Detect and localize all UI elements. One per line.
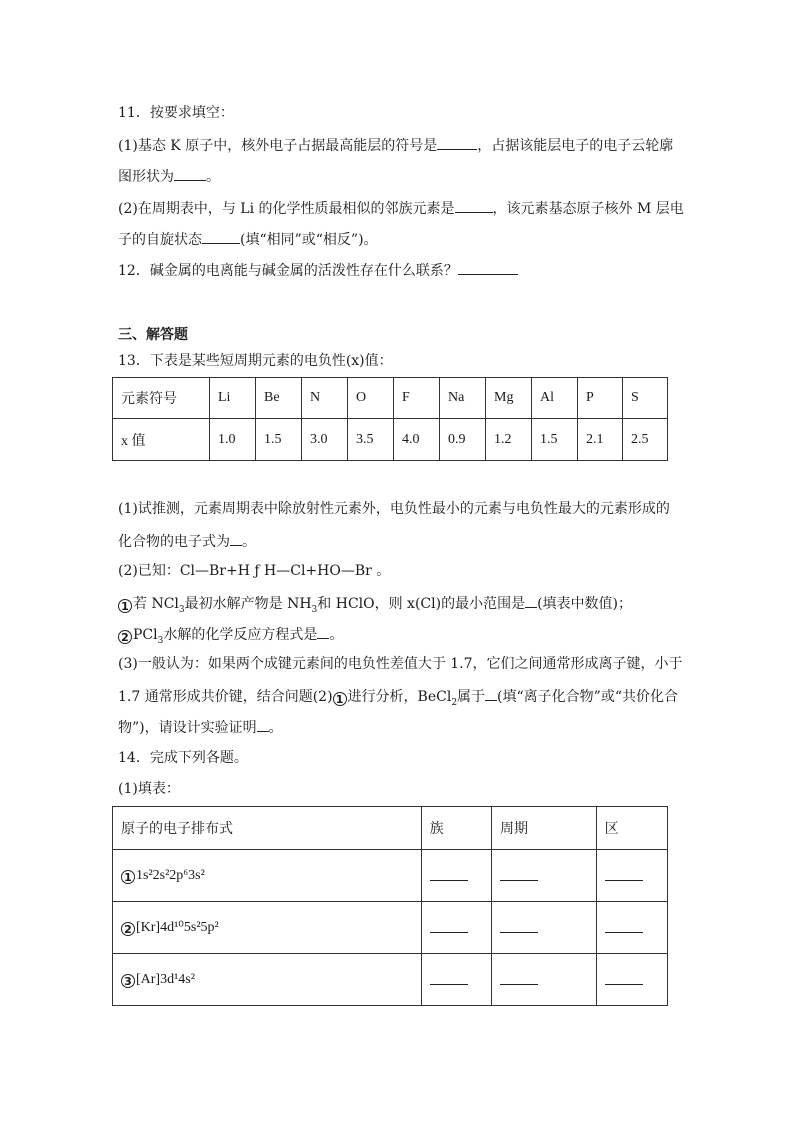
electron-config-table	[112, 806, 668, 1006]
table-cell	[113, 954, 422, 1006]
q13-p3-blank1[interactable]	[485, 686, 497, 701]
q13-p3-text-c1: 物”)，请设计实验证明	[118, 720, 257, 736]
q13-part3-line2	[118, 686, 678, 706]
block-blank[interactable]	[605, 866, 643, 881]
table-cell: Na	[440, 378, 486, 419]
q13-p1-text-c: 。	[242, 534, 256, 550]
q11-title: 11．按要求填空：	[118, 105, 234, 121]
q13-p3-text-b4: (填“离子化合物”或“共价化合	[497, 689, 678, 705]
q11-p2-text-b: ，该元素基态原子核外 M 层电	[492, 201, 684, 217]
q13-part3-line1: (3)一般认为：如果两个成键元素间的电负性差值大于 1.7，它们之间通常形成离子键，小于	[118, 656, 683, 672]
q13-p3-blank2[interactable]	[257, 717, 269, 732]
q13-part3-line3	[118, 717, 283, 737]
table-row	[113, 419, 668, 461]
q13-p2-2-text-a: PCl	[133, 627, 158, 643]
table-cell: Li	[210, 378, 256, 419]
period-blank[interactable]	[500, 866, 538, 881]
q12-text: 12．碱金属的电离能与碱金属的活泼性存在什么联系？	[118, 263, 458, 279]
table-header-cell: 周期	[492, 807, 597, 850]
q11-p1-blank1[interactable]	[437, 135, 477, 150]
table-cell: Al	[532, 378, 578, 419]
table-header-cell: 区	[596, 807, 667, 850]
circled-number-3: 3	[121, 974, 135, 988]
q11-p2-text-c: 子的自旋状态	[118, 232, 202, 248]
circled-number-2: 2	[118, 630, 132, 644]
table-cell: 1.0	[210, 419, 256, 461]
table-cell	[492, 902, 597, 954]
electronegativity-table	[112, 377, 668, 461]
electron-config: [Kr]4d¹⁰5s²5p²	[136, 920, 219, 935]
table-cell: 4.0	[394, 419, 440, 461]
q11-p1-text-c: 图形状为	[118, 169, 174, 185]
table-cell	[596, 902, 667, 954]
table-cell: Be	[256, 378, 302, 419]
circled-number-1: 1	[121, 870, 135, 884]
table-cell	[492, 850, 597, 902]
q11-p2-blank1[interactable]	[455, 198, 493, 213]
table-header-cell: x 值	[113, 419, 210, 461]
q14-sub1: (1)填表：	[118, 781, 180, 797]
table-cell: 3.5	[348, 419, 394, 461]
table-cell: O	[348, 378, 394, 419]
q13-p3-text-b3: 属于	[457, 689, 486, 705]
table-cell	[596, 954, 667, 1006]
table-header-cell: 原子的电子排布式	[113, 807, 422, 850]
q13-p2-2-blank[interactable]	[317, 624, 329, 639]
q12-blank[interactable]	[458, 260, 518, 275]
q13-p2-1-text-b: 最初水解产物是 NH	[184, 596, 312, 612]
q11-part2-line2	[118, 229, 378, 249]
q11-p1-text-d: 。	[206, 169, 220, 185]
q11-part2-line1	[118, 198, 684, 218]
table-cell	[421, 850, 491, 902]
table-cell: 1.5	[256, 419, 302, 461]
section-title: 三、解答题	[118, 327, 188, 343]
q13-p2-2-text-b: 水解的化学反应方程式是	[163, 627, 318, 643]
q13-p3-text-b1: 1.7 通常形成共价键，结合问题(2)	[118, 689, 333, 705]
table-row	[113, 850, 668, 902]
group-blank[interactable]	[430, 918, 468, 933]
q11-p1-text-a: (1)基态 K 原子中，核外电子占据最高能层的符号是	[118, 138, 438, 154]
table-cell	[113, 902, 422, 954]
q11-p2-blank2[interactable]	[202, 229, 240, 244]
table-cell: F	[394, 378, 440, 419]
table-cell	[421, 902, 491, 954]
q13-part2-line: (2)已知：Cl—Br+H ƒ H—Cl+HO—Br 。	[118, 563, 391, 579]
subscript: 3	[311, 604, 318, 615]
q13-part2-1-line	[118, 593, 632, 613]
q13-p3-text-b2: 进行分析，BeCl	[347, 689, 452, 705]
q11-p1-text-b: ，占据该能层电子的电子云轮廓	[477, 138, 674, 154]
q13-p2-1-text-c: 和 HClO，则 x(Cl)的最小范围是	[317, 596, 526, 612]
block-blank[interactable]	[605, 918, 643, 933]
q13-title: 13．下表是某些短周期元素的电负性(x)值：	[118, 353, 393, 369]
group-blank[interactable]	[430, 970, 468, 985]
table-cell	[421, 954, 491, 1006]
table-row	[113, 807, 668, 850]
q13-p2-2-text-c: 。	[329, 627, 344, 643]
q13-p2-1-text-a: 若 NCl	[133, 596, 179, 612]
table-cell	[113, 850, 422, 902]
table-row	[113, 902, 668, 954]
table-cell: S	[623, 378, 668, 419]
table-cell: 0.9	[440, 419, 486, 461]
subscript: 3	[178, 604, 185, 615]
group-blank[interactable]	[430, 866, 468, 881]
table-cell: 3.0	[302, 419, 348, 461]
table-cell: 2.1	[578, 419, 623, 461]
table-cell: N	[302, 378, 348, 419]
q13-p1-text-b: 化合物的电子式为	[118, 534, 230, 550]
subscript: 3	[157, 635, 164, 646]
electron-config: 1s²2s²2p⁶3s²	[136, 867, 205, 883]
q13-part1-line1: (1)试推测，元素周期表中除放射性元素外，电负性最小的元素与电负性最大的元素形成的	[118, 501, 670, 517]
table-cell	[492, 954, 597, 1006]
circled-number-1: 1	[333, 692, 347, 706]
table-row	[113, 378, 668, 419]
q13-p2-1-blank[interactable]	[525, 593, 537, 608]
electron-config: [Ar]3d¹4s²	[136, 971, 195, 987]
table-cell: Mg	[486, 378, 532, 419]
table-row	[113, 954, 668, 1006]
q11-part1-line2	[118, 166, 220, 186]
q11-p2-text-d: (填“相同”或“相反”)。	[240, 232, 378, 248]
q12-line	[118, 260, 518, 280]
table-cell: P	[578, 378, 623, 419]
table-header-cell: 元素符号	[113, 378, 210, 419]
table-cell	[596, 850, 667, 902]
circled-number-2: 2	[121, 922, 135, 936]
q13-p1-blank[interactable]	[230, 531, 242, 546]
q13-part1-line2	[118, 531, 256, 551]
q11-p1-blank2[interactable]	[174, 166, 206, 181]
circled-number-1: 1	[118, 599, 132, 613]
q13-p2-1-text-d: (填表中数值)；	[537, 596, 633, 612]
block-blank[interactable]	[605, 970, 643, 985]
q13-p3-text-c2: 。	[268, 720, 283, 736]
table-cell: 2.5	[623, 419, 668, 461]
subscript: 2	[451, 697, 458, 708]
q11-p2-text-a: (2)在周期表中，与 Li 的化学性质最相似的邻族元素是	[118, 201, 455, 217]
table-header-cell: 族	[421, 807, 491, 850]
period-blank[interactable]	[500, 918, 538, 933]
table-cell: 1.2	[486, 419, 532, 461]
q13-part2-2-line	[118, 624, 343, 644]
period-blank[interactable]	[500, 970, 538, 985]
q14-title: 14．完成下列各题。	[118, 750, 248, 766]
table-cell: 1.5	[532, 419, 578, 461]
q11-part1-line1	[118, 135, 673, 155]
